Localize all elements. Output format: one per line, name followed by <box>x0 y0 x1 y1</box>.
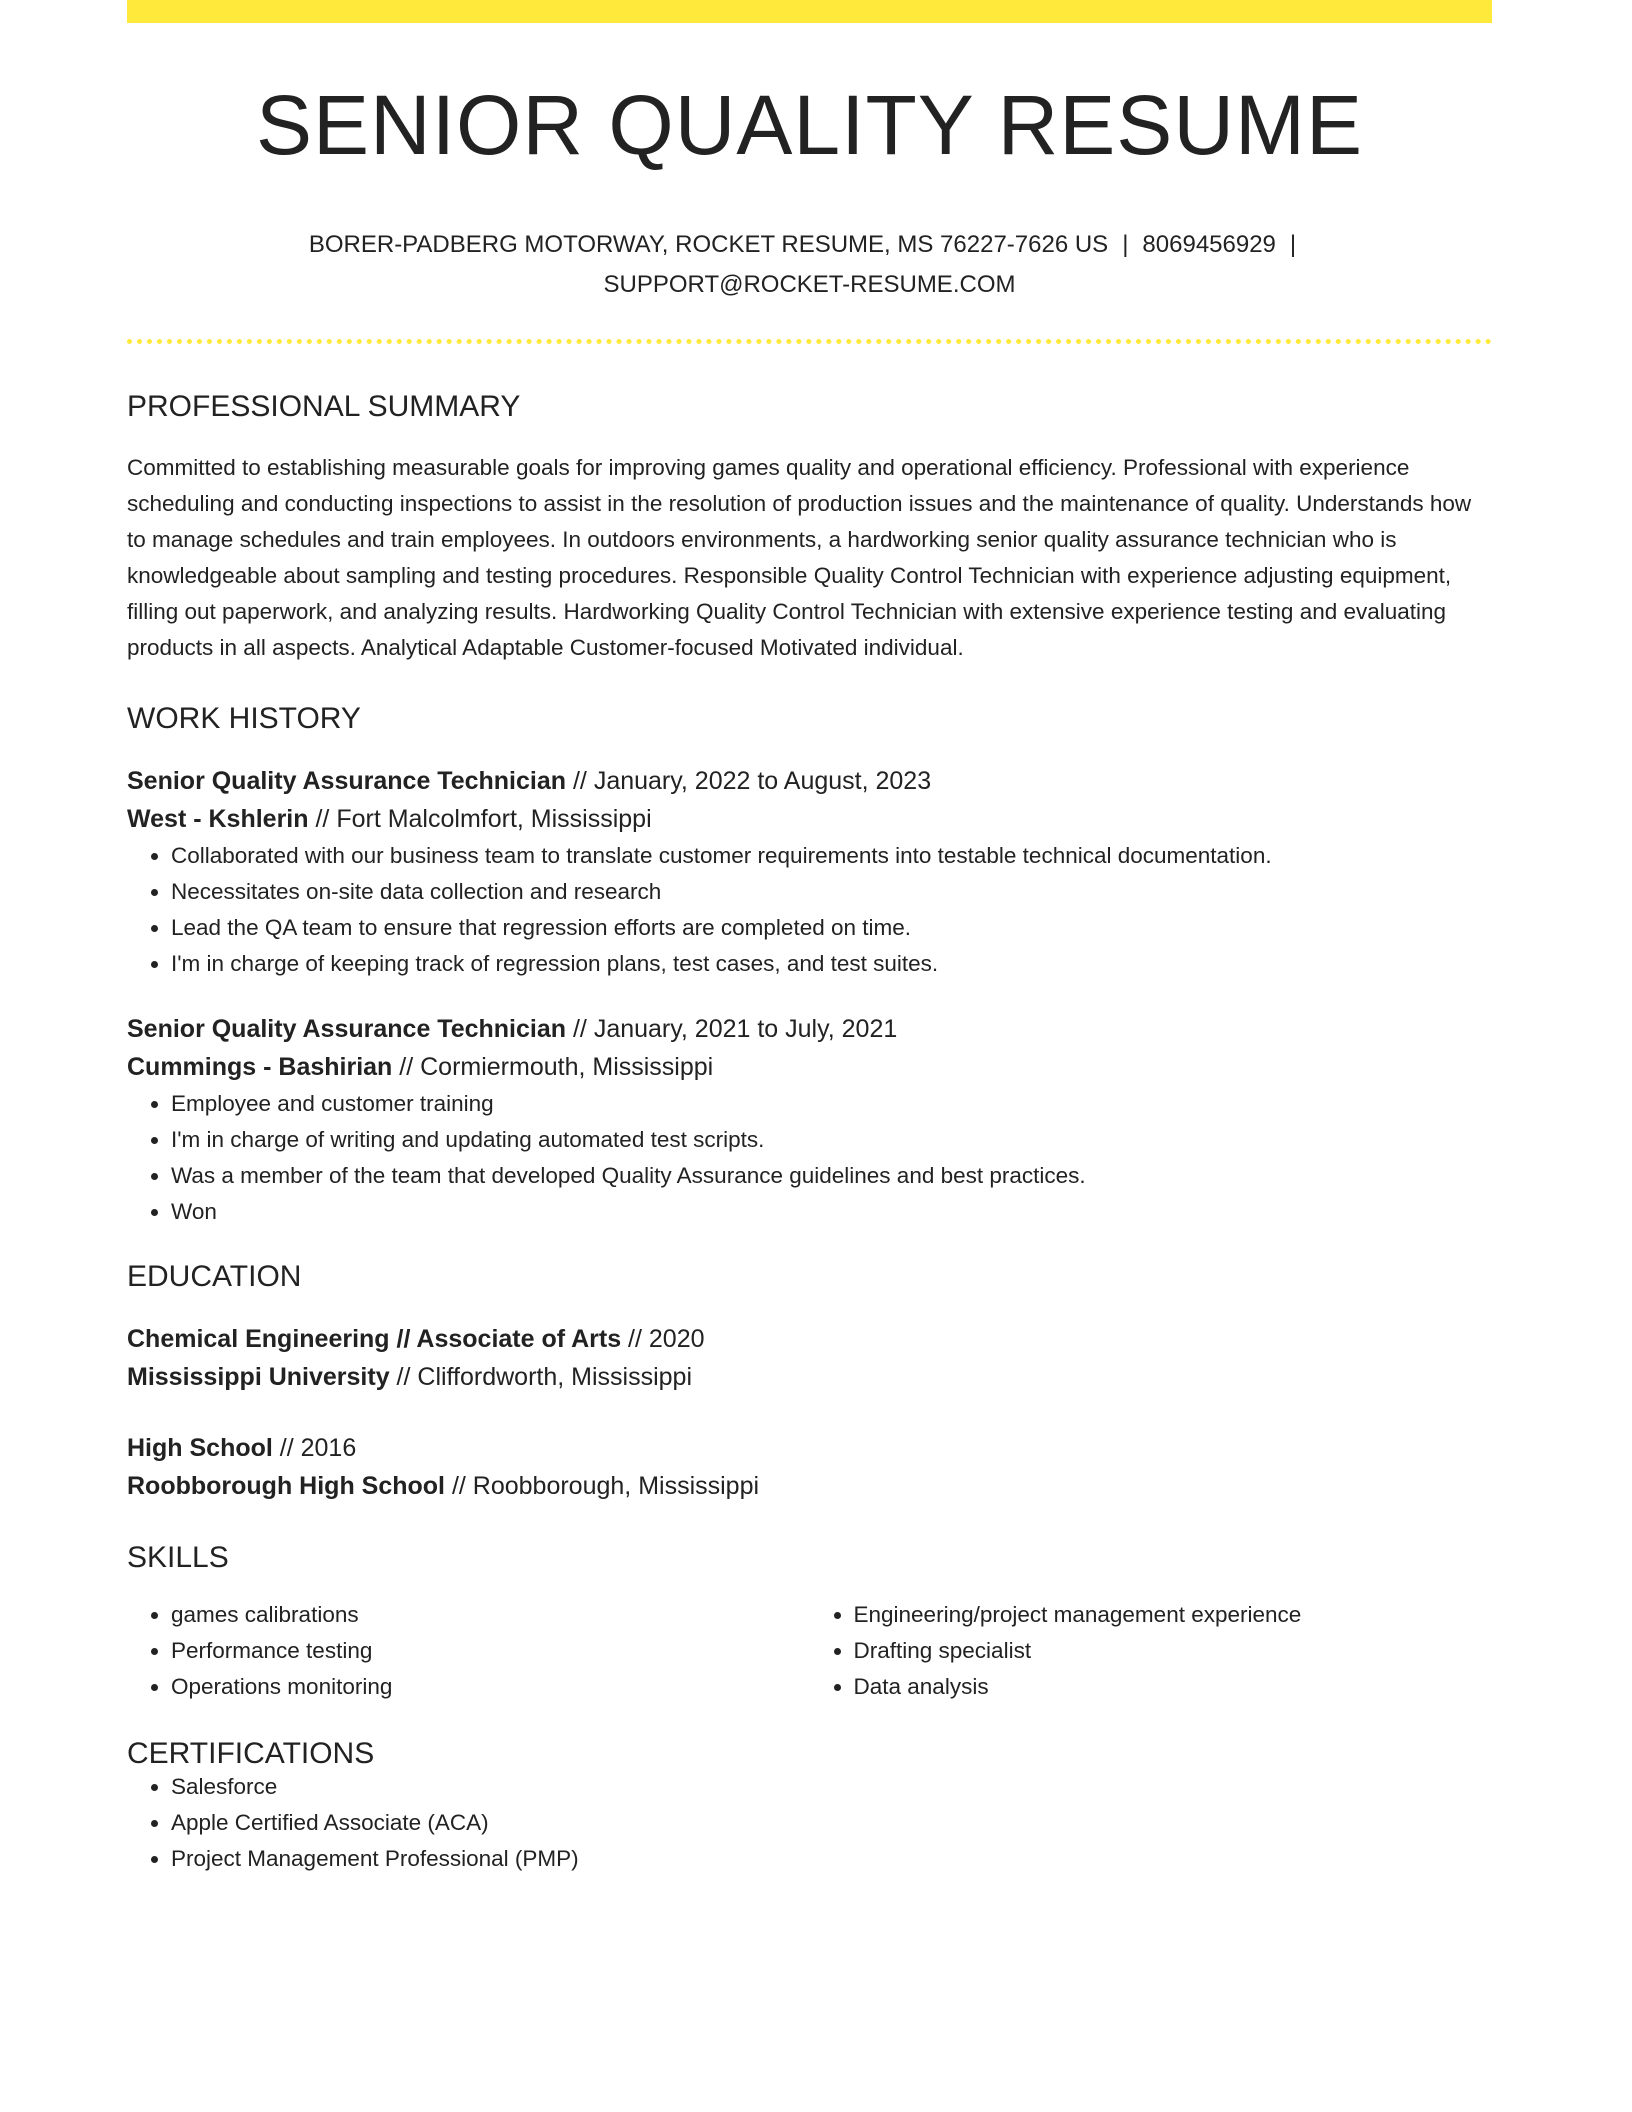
education-location: // Roobborough, Mississippi <box>445 1472 760 1500</box>
job-title-line <box>127 762 1492 800</box>
list-item: • Lead the QA team to ensure that regression efforts are completed on time. <box>171 910 1492 946</box>
resume-name: SENIOR QUALITY RESUME <box>255 78 1363 172</box>
job-dates: // January, 2022 to August, 2023 <box>566 767 932 795</box>
list-item: • Engineering/project management experience <box>854 1597 1493 1633</box>
skills-grid <box>127 1597 1492 1705</box>
list-item: • Salesforce <box>171 1769 1492 1805</box>
education-school: Mississippi University <box>127 1363 390 1391</box>
section-title-work-history: WORK HISTORY <box>127 702 361 735</box>
list-item: • Data analysis <box>854 1669 1493 1705</box>
education-location: // Cliffordworth, Mississippi <box>389 1363 693 1391</box>
list-item: • Employee and customer training <box>171 1086 1492 1122</box>
job-location: // Fort Malcolmfort, Mississippi <box>308 805 652 833</box>
job-company: West - Kshlerin <box>127 805 309 833</box>
education-degree-line <box>127 1320 1492 1358</box>
list-item: • Project Management Professional (PMP) <box>171 1841 1492 1877</box>
job-bullets <box>127 838 1492 982</box>
list-item: • Drafting specialist <box>854 1633 1493 1669</box>
contact-email: SUPPORT@ROCKET-RESUME.COM <box>603 271 1016 298</box>
education-degree-line <box>127 1429 1492 1467</box>
summary-text: Committed to establishing measurable goals for improving games quality and operational efficiency. Professional with experience scheduling and conducting inspections to assist in the resolution of production issues and the maintenance of quality. Understands how to manage schedules and train employees. In outdoors environments, a hardworking senior quality assurance technician who is knowledgeable about sampling and testing procedures. Responsible Quality Control Technician with experience adjusting equipment, filling out paperwork, and analyzing results. Hardworking Quality Control Technician with extensive experience testing and evaluating products in all aspects. Analytical Adaptable Customer-focused Motivated individual. <box>127 455 1472 660</box>
list-item: • I'm in charge of writing and updating automated test scripts. <box>171 1122 1492 1158</box>
section-title-education: EDUCATION <box>127 1260 302 1293</box>
skills-column-left <box>127 1597 810 1705</box>
education-degree: High School <box>127 1434 273 1462</box>
list-item: • games calibrations <box>171 1597 810 1633</box>
certifications-list <box>127 1769 1492 1877</box>
education-school-line <box>127 1467 1492 1505</box>
job-role: Senior Quality Assurance Technician <box>127 1015 567 1043</box>
list-item: • Apple Certified Associate (ACA) <box>171 1805 1492 1841</box>
contact-phone: 8069456929 <box>1142 231 1276 258</box>
list-item: • Won <box>171 1194 1492 1230</box>
dotted-divider <box>127 339 1492 344</box>
list-item: • Necessitates on-site data collection and research <box>171 874 1492 910</box>
job-dates: // January, 2021 to July, 2021 <box>566 1015 898 1043</box>
contact-separator: | <box>1122 231 1129 258</box>
section-title-certifications: CERTIFICATIONS <box>127 1737 375 1770</box>
list-item: • Performance testing <box>171 1633 810 1669</box>
top-accent-bar <box>127 0 1492 23</box>
job-title-line <box>127 1010 1492 1048</box>
resume-page <box>127 0 1492 1877</box>
education-school: Roobborough High School <box>127 1472 445 1500</box>
education-degree: Chemical Engineering // Associate of Arts <box>127 1325 622 1353</box>
job-location: // Cormiermouth, Mississippi <box>392 1053 714 1081</box>
education-year: // 2020 <box>621 1325 705 1353</box>
skills-column-right <box>810 1597 1493 1705</box>
job-company: Cummings - Bashirian <box>127 1053 393 1081</box>
section-title-summary: PROFESSIONAL SUMMARY <box>127 390 521 423</box>
contact-info <box>127 225 1492 305</box>
list-item: • I'm in charge of keeping track of regression plans, test cases, and test suites. <box>171 946 1492 982</box>
job-company-line <box>127 1048 1492 1086</box>
contact-separator: | <box>1289 231 1297 258</box>
list-item: • Was a member of the team that developed Quality Assurance guidelines and best practices. <box>171 1158 1492 1194</box>
education-year: // 2016 <box>272 1434 357 1462</box>
education-school-line <box>127 1358 1492 1396</box>
job-role: Senior Quality Assurance Technician <box>127 767 567 795</box>
list-item: • Operations monitoring <box>171 1669 810 1705</box>
job-company-line <box>127 800 1492 838</box>
job-bullets <box>127 1086 1492 1230</box>
section-title-skills: SKILLS <box>127 1541 229 1574</box>
contact-address: BORER-PADBERG MOTORWAY, ROCKET RESUME, MS 76227-7626 US <box>308 231 1109 258</box>
list-item: • Collaborated with our business team to translate customer requirements into testable technical documentation. <box>171 838 1492 874</box>
